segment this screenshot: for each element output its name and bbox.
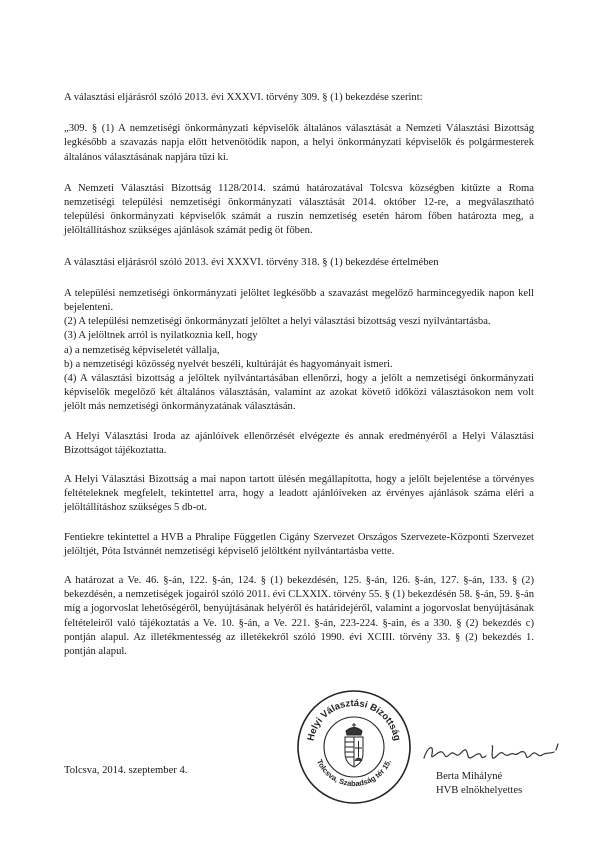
hvi-check-paragraph: A Helyi Választási Iroda az ajánlóívek ellenőrzését elvégezte és annak eredményéről a Helyi Választási Bizottságot tájékoztatta. [64,430,534,456]
intro-paragraph-2: A választási eljárásról szóló 2013. évi XXXVI. törvény 318. § (1) bekezdése értelmében [64,256,439,268]
handwritten-signature [420,740,570,766]
place-date: Tolcsva, 2014. szeptember 4. [64,765,188,776]
law-paragraph-3: (3) A jelöltnek arról is nyilatkoznia kell, hogy [64,330,258,342]
official-stamp [294,687,414,807]
law-paragraph-1: A települési nemzetiségi önkormányzati jelöltet legkésőbb a szavazást megelőző harmincegyedik napon kell bejelenteni. [64,287,534,314]
law-paragraph-4: (4) A választási bizottság a jelöltek nyilvántartásában ellenőrzi, hogy a jelölt a nemzetiségi önkormányzati képviselők megelőző két általános választásán, valamint az azokat követő időközi választásokon nem volt jelölt más nemzetiségi önkormányzatának választásán. [64,373,534,413]
document-body [64,91,534,659]
legal-basis-paragraph: A határozat a Ve. 46. §-án, 122. §-án, 124. § (1) bekezdésén, 125. §-án, 126. §-án, 127. §-án, 133. § (2) bekezdésén, a nemzetiségek jogairól szóló 2011. évi CLXXIX. törvény 55. § (1) bekezdésén 58. §-án, 59. §-án míg a jogorvoslat lehetőségéről, benyújtásának helyéről és határidejéről, valamint a jogorvoslat benyújtásának feltételeiről való tájékoztatás a Ve. 10. §-án, a Ve. 221. §-án, 223-224. §-ain, és a 330. § (2) bekezdés c) pontján alapul. Az illetékmentesség az illetékekről szóló 1990. évi XCIII. törvény 33. § (2) bekezdés 1. pontján alapul. [64,575,534,658]
law-paragraph-3a: a) a nemzetiség képviseletét vállalja, [64,344,220,356]
decision-paragraph: Fentiekre tekintettel a HVB a Phralipe Független Cigány Szervezet Országos Szervezete-Központi Szervezet jelöltjét, Póta Istvánnét nemzetiségi képviselő jelöltként nyilvántartásba vette. [64,531,534,557]
law-paragraph-2: (2) A települési nemzetiségi önkormányzati jelöltet a helyi választási bizottság veszi nyilvántartásba. [64,316,491,328]
law-paragraph-3b: b) a nemzetiségi közösség nyelvét beszéli, kultúráját és hagyományait ismeri. [64,358,393,370]
quoted-paragraph: „309. § (1) A nemzetiségi önkormányzati képviselők általános választását a Nemzeti Választási Bizottság legkésőbb a szavazás napja előtt hetvenötödik napon, a helyi önkormányzati képviselők és polgármesterek általános választásának napjára tűzi ki. [64,123,534,163]
nvb-decision-paragraph: A Nemzeti Választási Bizottság 1128/2014. számú határozatával Tolcsva községben kitűzte a Roma nemzetiségi települési nemzetiségi önkormányzati választását 2014. október 12-re, a megválasztható települési önkormányzati képviselők számát a ruszin nemzetiség esetén három főben határozta meg, a jelöltállításhoz szükséges ajánlások számát pedig öt főben. [64,182,534,237]
coat-of-arms-icon [345,723,363,767]
signer-title: HVB elnökhelyettes [436,785,523,796]
hvb-finding-paragraph: A Helyi Választási Bizottság a mai napon tartott ülésén megállapította, hogy a jelölt bejelentése a törvényes feltételeknek megfelelt, tekintettel arra, hogy a leadott ajánlóíveken az érvényes ajánlások száma eléri a jelöltállításhoz szükséges 5 db-ot. [64,474,534,514]
signer-name: Berta Mihályné [436,771,503,782]
stamp-text-top: Helyi Választási Bizottság [305,697,403,742]
signer-block [436,770,522,798]
intro-paragraph-1: A választási eljárásról szóló 2013. évi XXXVI. törvény 309. § (1) bekezdése szerint: [64,92,423,103]
stamp-text-bottom: Tolcsva, Szabadság tér 15. [314,758,394,789]
